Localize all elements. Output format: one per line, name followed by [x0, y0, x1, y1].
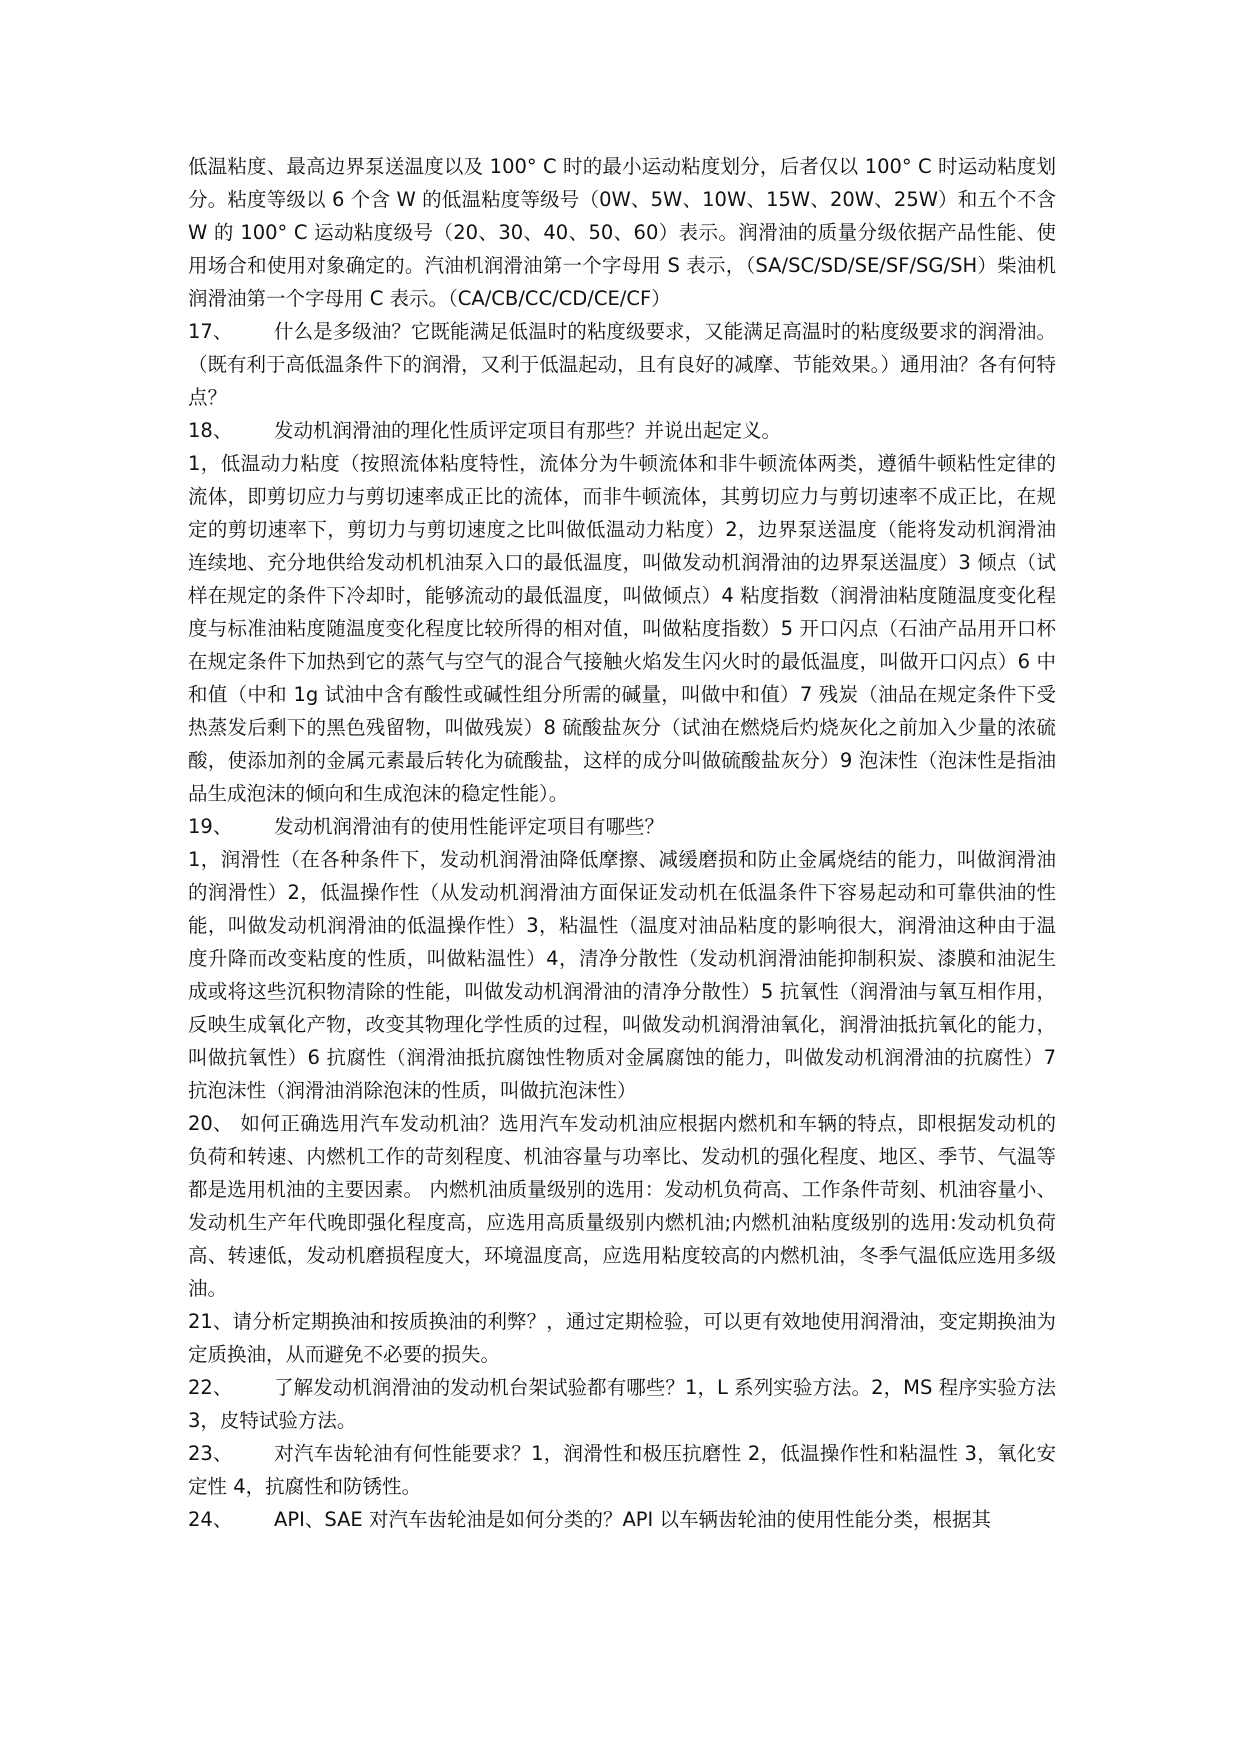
- question-21: [188, 1305, 1056, 1371]
- question-18: [188, 414, 1056, 447]
- question-number: 18、: [188, 419, 233, 442]
- question-text: 发动机润滑油的理化性质评定项目有那些？并说出起定义。: [274, 419, 782, 442]
- question-number: 22、: [188, 1376, 233, 1399]
- answer-19: [188, 843, 1056, 1107]
- question-number: 17、: [188, 320, 233, 343]
- question-text: 发动机润滑油有的使用性能评定项目有哪些？: [274, 815, 665, 838]
- question-number: 20、: [188, 1112, 233, 1135]
- paragraph-text: 低温粘度、最高边界泵送温度以及 100° C 时的最小运动粘度划分，后者仅以 100° C 时运动粘度划分。粘度等级以 6 个含 W 的低温粘度等级号（0W、5W、10W、15W、20W、25W）和五个不含 W 的 100° C 运动粘度级号（20、30、40、50、60）表示。润滑油的质量分级依据产品性能、使用场合和使用对象确定的。汽油机润滑油第一个字母用 S 表示，（SA/SC/SD/SE/SF/SG/SH）柴油机润滑油第一个字母用 C 表示。（CA/CB/CC/CD/CE/CF）: [188, 155, 1056, 310]
- answer-18: [188, 447, 1056, 810]
- question-22: [188, 1371, 1056, 1437]
- question-number: 19、: [188, 815, 233, 838]
- question-19: [188, 810, 1056, 843]
- question-text: API、SAE 对汽车齿轮油是如何分类的？API 以车辆齿轮油的使用性能分类，根据其: [274, 1508, 991, 1531]
- question-24: [188, 1503, 1056, 1536]
- question-20: [188, 1107, 1056, 1305]
- question-number: 23、: [188, 1442, 233, 1465]
- question-text: 对汽车齿轮油有何性能要求？1，润滑性和极压抗磨性 2，低温操作性和粘温性 3，氧化安定性 4，抗腐性和防锈性。: [188, 1442, 1056, 1498]
- paragraph-intro: [188, 150, 1056, 315]
- question-number: 24、: [188, 1508, 233, 1531]
- question-17: [188, 315, 1056, 414]
- question-text: 21、请分析定期换油和按质换油的利弊？，通过定期检验，可以更有效地使用润滑油，变定期换油为定质换油，从而避免不必要的损失。: [188, 1310, 1056, 1366]
- document-page: [188, 150, 1056, 1630]
- question-23: [188, 1437, 1056, 1503]
- question-text: 什么是多级油？它既能满足低温时的粘度级要求，又能满足高温时的粘度级要求的润滑油。（既有利于高低温条件下的润滑，又利于低温起动，且有良好的减摩、节能效果。）通用油？各有何特点？: [188, 320, 1056, 409]
- question-text: 如何正确选用汽车发动机油？选用汽车发动机油应根据内燃机和车辆的特点，即根据发动机的负荷和转速、内燃机工作的苛刻程度、机油容量与功率比、发动机的强化程度、地区、季节、气温等都是选用机油的主要因素。 内燃机油质量级别的选用：发动机负荷高、工作条件苛刻、机油容量小、发动机生产年代晚即强化程度高，应选用高质量级别内燃机油;内燃机油粘度级别的选用:发动机负荷高、转速低，发动机磨损程度大，环境温度高，应选用粘度较高的内燃机油，冬季气温低应选用多级油。: [188, 1112, 1056, 1300]
- answer-text: 1，润滑性（在各种条件下，发动机润滑油降低摩擦、减缓磨损和防止金属烧结的能力，叫做润滑油的润滑性）2，低温操作性（从发动机润滑油方面保证发动机在低温条件下容易起动和可靠供油的性能，叫做发动机润滑油的低温操作性）3，粘温性（温度对油品粘度的影响很大，润滑油这种由于温度升降而改变粘度的性质，叫做粘温性）4，清净分散性（发动机润滑油能抑制积炭、漆膜和油泥生成或将这些沉积物清除的性能，叫做发动机润滑油的清净分散性）5 抗氧性（润滑油与氧互相作用，反映生成氧化产物，改变其物理化学性质的过程，叫做发动机润滑油氧化，润滑油抵抗氧化的能力，叫做抗氧性）6 抗腐性（润滑油抵抗腐蚀性物质对金属腐蚀的能力，叫做发动机润滑油的抗腐性）7 抗泡沫性（润滑油消除泡沫的性质，叫做抗泡沫性）: [188, 848, 1056, 1102]
- answer-text: 1，低温动力粘度（按照流体粘度特性，流体分为牛顿流体和非牛顿流体两类，遵循牛顿粘性定律的流体，即剪切应力与剪切速率成正比的流体，而非牛顿流体，其剪切应力与剪切速率不成正比，在规定的剪切速率下，剪切力与剪切速度之比叫做低温动力粘度）2，边界泵送温度（能将发动机润滑油连续地、充分地供给发动机机油泵入口的最低温度，叫做发动机润滑油的边界泵送温度）3 倾点（试样在规定的条件下冷却时，能够流动的最低温度，叫做倾点）4 粘度指数（润滑油粘度随温度变化程度与标准油粘度随温度变化程度比较所得的相对值，叫做粘度指数）5 开口闪点（石油产品用开口杯在规定条件下加热到它的蒸气与空气的混合气接触火焰发生闪火时的最低温度，叫做开口闪点）6 中和值（中和 1g 试油中含有酸性或碱性组分所需的碱量，叫做中和值）7 残炭（油品在规定条件下受热蒸发后剩下的黑色残留物，叫做残炭）8 硫酸盐灰分（试油在燃烧后灼烧灰化之前加入少量的浓硫酸，使添加剂的金属元素最后转化为硫酸盐，这样的成分叫做硫酸盐灰分）9 泡沫性（泡沫性是指油品生成泡沫的倾向和生成泡沫的稳定性能）。: [188, 452, 1056, 805]
- question-text: 了解发动机润滑油的发动机台架试验都有哪些？1，L 系列实验方法。2，MS 程序实验方法 3，皮特试验方法。: [188, 1376, 1056, 1432]
